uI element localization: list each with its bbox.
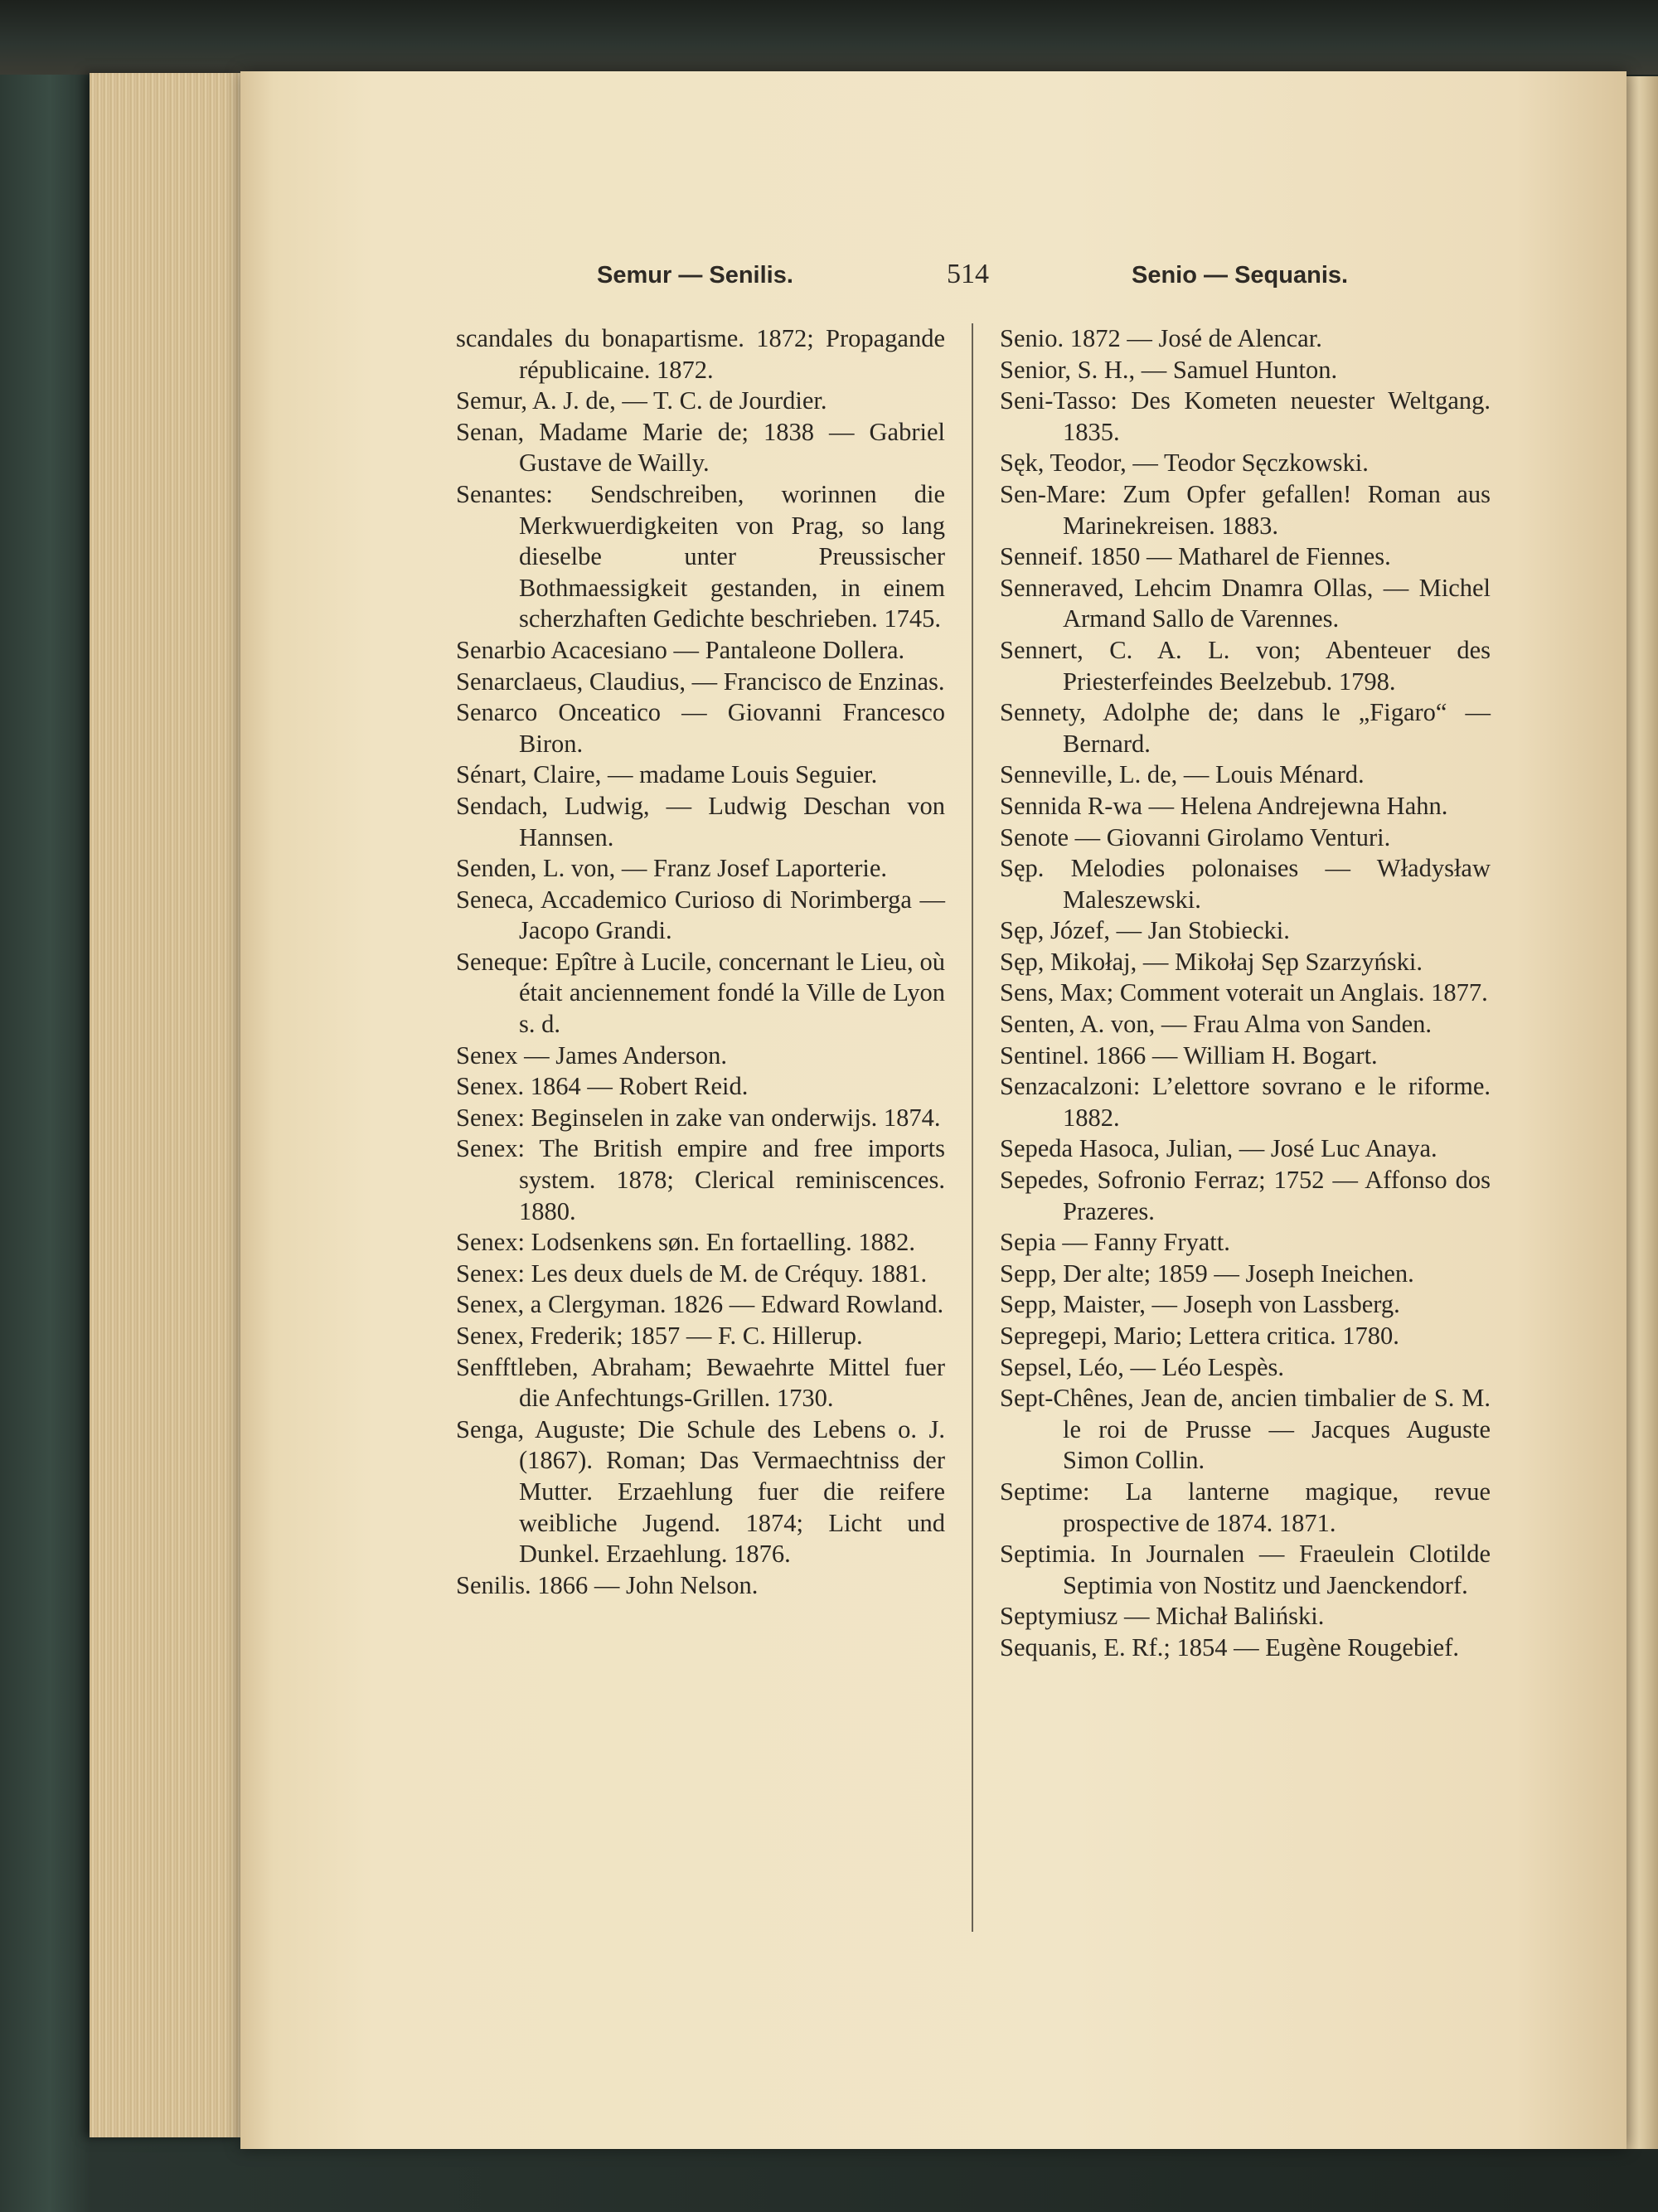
index-entry: Senarclaeus, Claudius, — Francisco de Enzinas.	[456, 667, 945, 696]
index-entry: Senex: Les deux duels de M. de Créquy. 1881.	[456, 1259, 928, 1288]
index-entry: Sepeda Hasoca, Julian, — José Luc Anaya.	[1000, 1134, 1437, 1163]
index-entry: Sennida R-wa — Helena Andrejewna Hahn.	[1000, 791, 1448, 820]
index-entry: Senex: Lodsenkens søn. En fortaelling. 1882.	[456, 1228, 915, 1257]
column-divider	[972, 323, 973, 1932]
index-entry: Senex, Frederik; 1857 — F. C. Hillerup.	[456, 1322, 863, 1350]
index-entry: Senga, Auguste; Die Schule des Lebens o. J. (1867). Roman; Das Vermaechtniss der Mutter. Erzaehlung fuer die reifere weibliche Jugend. 1874; Licht und Dunkel. Erzaehlung. 1876.	[456, 1414, 945, 1569]
index-entry: Sepedes, Sofronio Ferraz; 1752 — Affonso dos Prazeres.	[1000, 1166, 1491, 1225]
index-entry: Senex: The British empire and free imports system. 1878; Clerical reminiscences. 1880.	[456, 1134, 945, 1225]
index-entry: Senior, S. H., — Samuel Hunton.	[1000, 355, 1338, 384]
index-entry: Septimia. In Journalen — Fraeulein Clotilde Septimia von Nostitz und Jaenckendorf.	[1000, 1540, 1491, 1599]
index-entry: Senarco Onceatico — Giovanni Francesco Biron.	[456, 698, 945, 758]
index-entry: scandales du bonapartisme. 1872; Propagande républicaine. 1872.	[456, 324, 945, 384]
index-entry: Sendach, Ludwig, — Ludwig Deschan von Hannsen.	[456, 791, 945, 851]
index-entry: Seneca, Accademico Curioso di Norimberga — Jacopo Grandi.	[456, 885, 945, 945]
index-entry: Senex. 1864 — Robert Reid.	[456, 1072, 749, 1101]
index-entry: Sepia — Fanny Fryatt.	[1000, 1228, 1230, 1257]
book-right-edge	[1626, 76, 1658, 2149]
index-entry: Seneque: Epître à Lucile, concernant le Lieu, où était anciennement fondé la Ville de Lyon s. d.	[456, 947, 945, 1039]
index-entry: Sęp, Józef, — Jan Stobiecki.	[1000, 916, 1290, 945]
index-entry: Sens, Max; Comment voterait un Anglais. 1877.	[1000, 978, 1488, 1007]
index-entry: Sept-Chênes, Jean de, ancien timbalier de S. M. le roi de Prusse — Jacques Auguste Simon Collin.	[1000, 1384, 1491, 1475]
index-entry: Sennert, C. A. L. von; Abenteuer des Priesterfeindes Beelzebub. 1798.	[1000, 635, 1491, 696]
index-entry: Sęp, Mikołaj, — Mikołaj Sęp Szarzyński.	[1000, 947, 1423, 976]
index-entry: Sepregepi, Mario; Lettera critica. 1780.	[1000, 1322, 1399, 1350]
index-entry: Sen-Mare: Zum Opfer gefallen! Roman aus Marinekreisen. 1883.	[1000, 479, 1491, 540]
index-entry: Sepp, Maister, — Joseph von Lassberg.	[1000, 1290, 1400, 1319]
index-entry: Senfftleben, Abraham; Bewaehrte Mittel fuer die Anfechtungs-Grillen. 1730.	[456, 1352, 945, 1413]
index-entry: Senneif. 1850 — Matharel de Fiennes.	[1000, 542, 1391, 571]
index-entry: Sęp. Melodies polonaises — Władysław Maleszewski.	[1000, 854, 1491, 914]
book-page-edges	[90, 73, 240, 2137]
index-entry: Septime: La lanterne magique, revue prospective de 1874. 1871.	[1000, 1477, 1491, 1537]
index-entry: Senneraved, Lehcim Dnamra Ollas, — Michel Armand Sallo de Varennes.	[1000, 573, 1491, 633]
index-entry: Senex, a Clergyman. 1826 — Edward Rowland.	[456, 1290, 944, 1319]
index-entry: Senneville, L. de, — Louis Ménard.	[1000, 760, 1365, 789]
page-number: 514	[947, 259, 989, 289]
book-top-shadow	[0, 0, 1658, 75]
index-entry: Senilis. 1866 — John Nelson.	[456, 1570, 759, 1599]
right-column	[1000, 323, 1491, 1664]
index-entry: Sequanis, E. Rf.; 1854 — Eugène Rougebief.	[1000, 1632, 1459, 1661]
index-entry: Septymiusz — Michał Baliński.	[1000, 1602, 1325, 1631]
index-entry: Sepp, Der alte; 1859 — Joseph Ineichen.	[1000, 1259, 1414, 1288]
left-column	[456, 323, 945, 1601]
index-entry: Senan, Madame Marie de; 1838 — Gabriel Gustave de Wailly.	[456, 417, 945, 478]
running-head-left: Semur — Senilis.	[597, 262, 793, 289]
index-entry: Senote — Giovanni Girolamo Venturi.	[1000, 822, 1391, 851]
index-entry: Senex — James Anderson.	[456, 1041, 727, 1070]
index-entry: Senex: Beginselen in zake van onderwijs. 1874.	[456, 1103, 941, 1132]
index-entry: Sennety, Adolphe de; dans le „Figaro“ — Bernard.	[1000, 698, 1491, 758]
index-entry: Senantes: Sendschreiben, worinnen die Merkwuerdigkeiten von Prag, so lang dieselbe unter Preussischer Bothmaessigkeit gestanden, in einem scherzhaften Gedichte beschrieben. 1745.	[456, 479, 945, 633]
index-entry: Senarbio Acacesiano — Pantaleone Dollera.	[456, 635, 905, 664]
index-entry: Sénart, Claire, — madame Louis Seguier.	[456, 760, 878, 789]
index-entry: Senten, A. von, — Frau Alma von Sanden.	[1000, 1010, 1433, 1039]
index-entry: Sentinel. 1866 — William H. Bogart.	[1000, 1041, 1378, 1070]
index-entry: Semur, A. J. de, — T. C. de Jourdier.	[456, 386, 827, 415]
index-entry: Senzacalzoni: L’elettore sovrano e le riforme. 1882.	[1000, 1072, 1491, 1132]
index-entry: Sęk, Teodor, — Teodor Sęczkowski.	[1000, 449, 1369, 478]
index-entry: Senio. 1872 — José de Alencar.	[1000, 324, 1322, 352]
running-head-right: Senio — Sequanis.	[1132, 262, 1349, 289]
index-entry: Seni-Tasso: Des Kometen neuester Weltgang. 1835.	[1000, 386, 1491, 446]
index-entry: Senden, L. von, — Franz Josef Laporterie.	[456, 854, 888, 883]
index-entry: Sepsel, Léo, — Léo Lespès.	[1000, 1352, 1285, 1381]
